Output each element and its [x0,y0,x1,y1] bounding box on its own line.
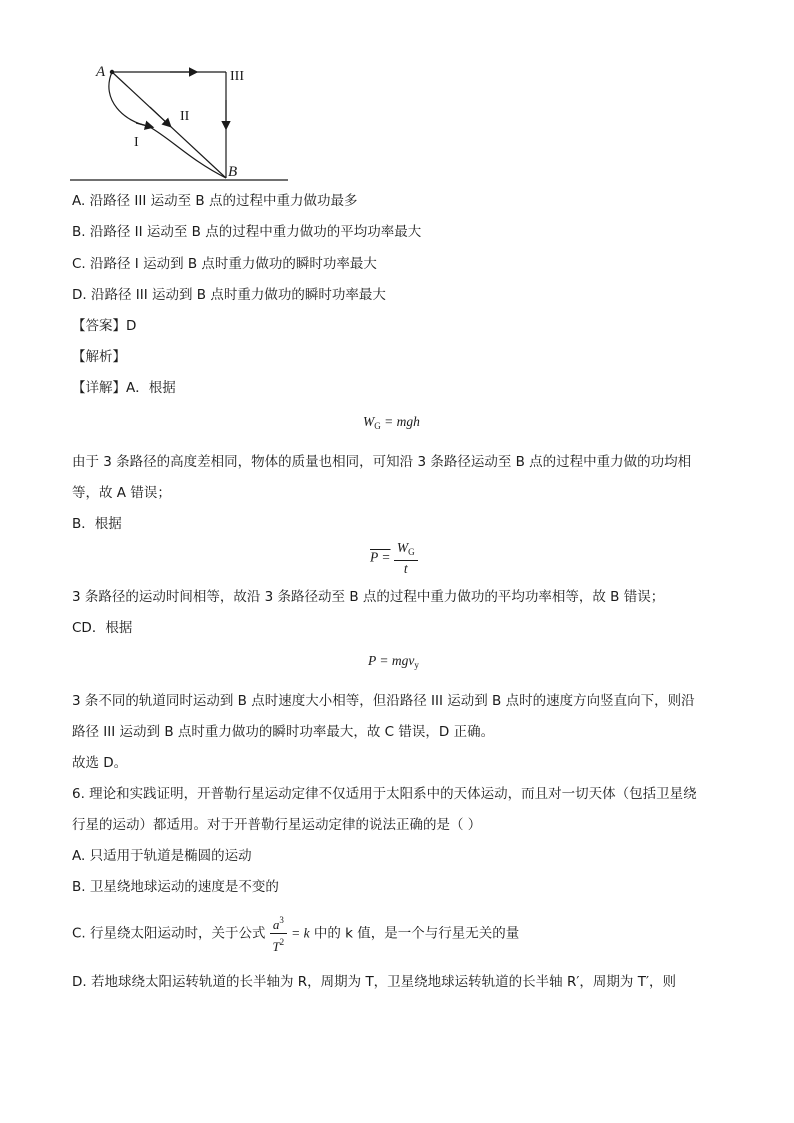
q6-c-post: 中的 k 值，是一个与行星无关的量 [309,925,520,942]
eq2-den: t [403,561,408,576]
q6-option-a: A. 只适用于轨道是椭圆的运动 [72,848,252,864]
q6-c-num-sup: 3 [279,915,284,925]
q6-c-eq: = k [291,925,310,941]
paragraph-a-line1: 由于 3 条路径的高度差相同，物体的质量也相同，可知沿 3 条路径运动至 B 点的过程中重力做的功均相 [72,454,692,470]
eq1-sub: G [374,421,381,431]
eq3-sub: y [414,660,419,670]
q6-c-num: a [272,917,280,932]
q5-option-b: B. 沿路径 II 运动至 B 点的过程中重力做功的平均功率最大 [72,224,422,240]
path-diagram [70,60,292,185]
equation-work [363,414,420,431]
label-path-3: III [230,69,244,84]
label-path-1: I [134,135,139,150]
path-1-arrow [136,123,152,127]
label-b: B [228,164,238,180]
q6-c-den: T [272,939,280,954]
label-a: A [96,64,106,80]
point-a [110,70,114,74]
q6-option-b: B. 卫星绕地球运动的速度是不变的 [72,879,279,895]
detail-a-heading: 【详解】A．根据 [72,380,176,396]
equation-inst-power [368,653,419,670]
choose-answer: 故选 D。 [72,755,128,771]
paragraph-cd-line2: 路径 III 运动到 B 点时重力做功的瞬时功率最大，故 C 错误，D 正确。 [72,724,495,740]
q6-option-d: D. 若地球绕太阳运转轨道的长半轴为 R，周期为 T，卫星绕地球运转轨道的长半轴 R′，周期为 T′，则 [72,974,677,990]
path-2-arrow [150,107,170,126]
eq2-num: W [396,540,409,555]
analysis-title: 【解析】 [72,349,126,365]
eq3-main: P = mgv [368,653,415,668]
eq1-w: W [363,414,375,429]
q6-c-den-sup: 2 [279,937,285,947]
paragraph-cd-line1: 3 条不同的轨道同时运动到 B 点时速度大小相等，但沿路径 III 运动到 B 点时的速度方向竖直向下，则沿 [72,693,695,709]
paragraph-b: 3 条路径的运动时间相等，故沿 3 条路径动至 B 点的过程中重力做功的平均功率相等，故 B 错误； [72,589,665,605]
q6-option-c [72,912,519,955]
q6-stem-line2: 行星的运动）都适用。对于开普勒行星运动定律的说法正确的是（ ） [72,817,482,833]
q6-c-fraction [270,912,287,955]
answer-label: 【答案】D [72,318,137,334]
detail-b-heading: B．根据 [72,516,122,532]
equation-avg-power [370,540,418,577]
q5-option-a: A. 沿路径 III 运动至 B 点的过程中重力做功最多 [72,193,358,209]
paragraph-a-line2: 等，故 A 错误； [72,485,171,501]
q6-c-pre: C. 行星绕太阳运动时，关于公式 [72,925,266,942]
eq2-num-sub: G [408,547,415,557]
eq2-lhs: P = [370,549,391,565]
detail-cd-heading: CD．根据 [72,620,133,636]
q5-option-c: C. 沿路径 I 运动到 B 点时重力做功的瞬时功率最大 [72,256,377,272]
eq1-rhs: = mgh [384,414,420,429]
q6-stem-line1: 6. 理论和实践证明，开普勒行星运动定律不仅适用于太阳系中的天体运动，而且对一切天体（包括卫星绕 [72,786,697,802]
label-path-2: II [180,109,190,124]
eq2-fraction [394,540,418,577]
q5-option-d: D. 沿路径 III 运动到 B 点时重力做功的瞬时功率最大 [72,287,386,303]
